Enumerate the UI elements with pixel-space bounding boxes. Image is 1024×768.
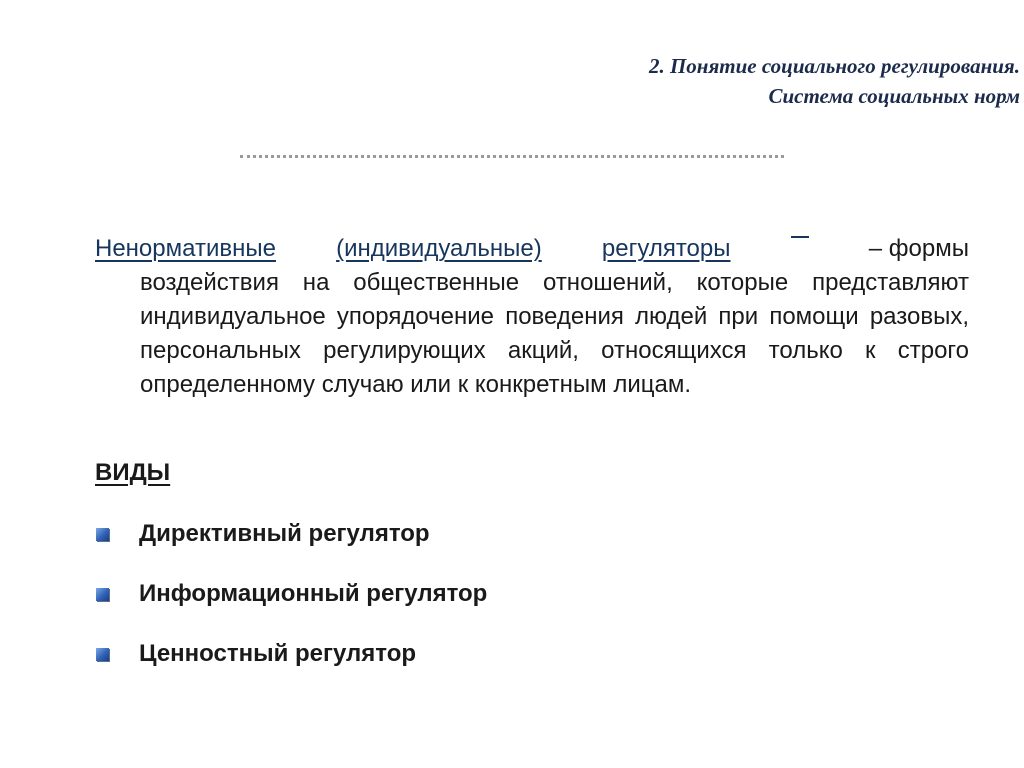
term-word-2: (индивидуальные) (336, 235, 542, 262)
definition-body: воздействия на общественные отношений, которые представляют индивидуальное упорядочение поведения людей при помощи разовых, персональных регулирующих акций, относящихся только к строго определенному случаю или к конкретным лицам. (140, 269, 969, 398)
list-item-label: Директивный регулятор (139, 520, 430, 547)
definition-dash: – формы (868, 235, 969, 262)
header-line-2: Система социальных норм (768, 84, 1020, 108)
list-item (96, 577, 487, 637)
list-item-label: Ценностный регулятор (139, 640, 417, 667)
square-bullet-icon (96, 528, 109, 541)
kinds-title: ВИДЫ (95, 459, 171, 486)
term-word-1: Ненормативные (95, 235, 276, 262)
definition-first-line (95, 232, 969, 266)
square-bullet-icon (96, 588, 109, 601)
header-line-1: 2. Понятие социального регулирования. (648, 54, 1020, 78)
term-word-3: регуляторы (601, 235, 731, 262)
definition-paragraph (95, 232, 969, 402)
list-item (96, 517, 487, 577)
square-bullet-icon (96, 648, 109, 661)
slide-header (649, 51, 1020, 111)
term-underline-gap (791, 236, 809, 238)
kinds-list (96, 517, 487, 697)
dotted-divider (240, 155, 784, 158)
list-item-label: Информационный регулятор (139, 580, 488, 607)
list-item (96, 637, 487, 697)
